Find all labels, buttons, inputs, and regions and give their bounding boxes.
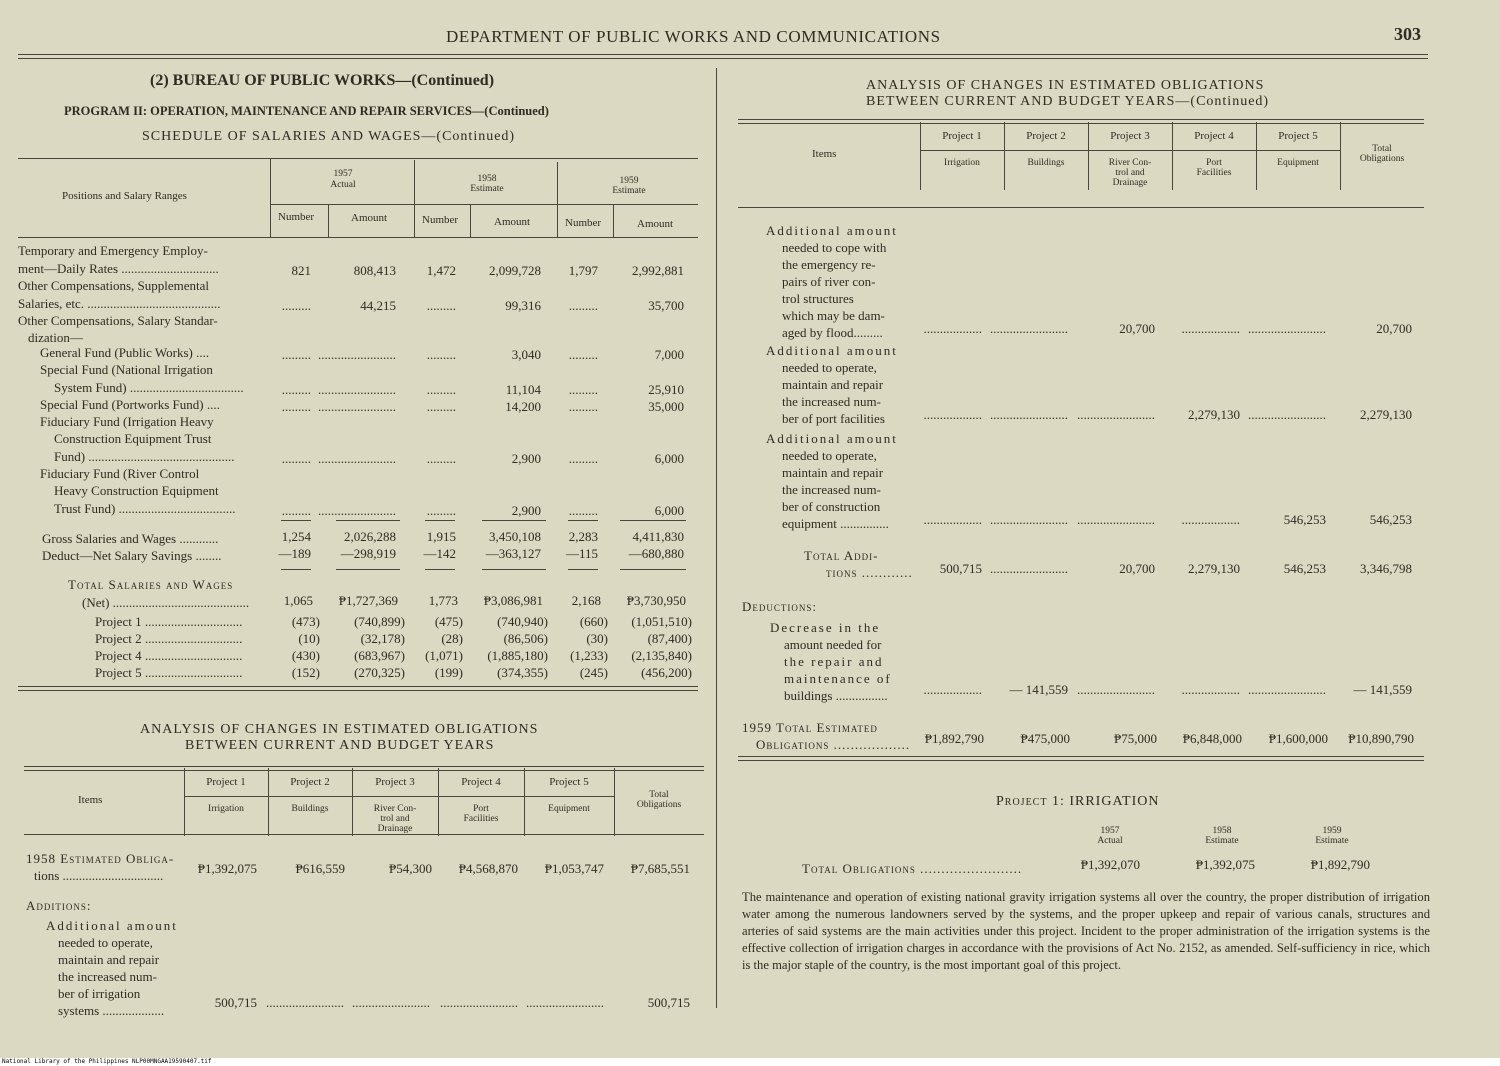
sched-row-label: dization—: [28, 330, 83, 345]
sched-total-1-col3: —142: [423, 546, 456, 561]
sched-row-6-col3: .........: [426, 347, 456, 362]
analysis-vrule: [438, 768, 439, 836]
project-row-2-col5: (1,233): [570, 648, 608, 663]
deduction-col2: — 141,559: [1009, 682, 1068, 697]
sched-total-1-col1: —189: [278, 546, 311, 561]
total-obligations-label: Total Obligations ........................: [802, 861, 1023, 876]
total-net-label-2: (Net) ..........................................: [82, 595, 250, 610]
sched-row-8-col3: .........: [426, 382, 456, 397]
right-add-2-col4: ..................: [1181, 512, 1240, 527]
sched-row-15-col1: .........: [281, 503, 311, 518]
right-analysis-title-1: ANALYSIS OF CHANGES IN ESTIMATED OBLIGATIONS: [866, 78, 1265, 93]
col-p4-sub: Port Facilities: [463, 804, 499, 824]
col-p3: Project 3: [375, 776, 415, 788]
sched-row-9-col3: .........: [426, 399, 456, 414]
sched-total-0-col2: 2,026,288: [344, 529, 396, 544]
project-row-2-col1: (430): [291, 648, 320, 663]
sched-row-3-col2: 44,215: [360, 298, 396, 313]
right-add-0-col2: ........................: [990, 321, 1068, 336]
project-row-2-col2: (683,967): [354, 648, 405, 663]
col-p4: Project 4: [461, 776, 501, 788]
sched-vrule: [613, 205, 614, 238]
p1-col-year: 1959: [1322, 826, 1342, 836]
right-add-line: the increased num-: [782, 394, 881, 409]
left-add-line: ber of irrigation: [58, 986, 141, 1001]
deduction-line: the repair and: [784, 654, 884, 669]
est1959-col6: ₱10,890,790: [1348, 731, 1414, 746]
left-add-col3: ........................: [352, 995, 430, 1010]
left-add-col1: 500,715: [214, 995, 257, 1010]
project-row-1-col4: (86,506): [503, 631, 548, 646]
sched-row-label: Fiduciary Fund (Irrigation Heavy: [40, 414, 214, 429]
sum-rule: [336, 520, 400, 521]
project-row-3-col4: (374,355): [497, 665, 548, 680]
est1959-col4: ₱6,848,000: [1182, 731, 1242, 746]
project-row-3-col1: (152): [291, 665, 320, 680]
page-number: 303: [1394, 24, 1421, 44]
sched-row-label: Temporary and Emergency Employ-: [18, 243, 208, 258]
right-add-2-col1: ..................: [923, 512, 982, 527]
left-analysis-top-rule: [24, 766, 704, 771]
col-1958-year: 1958: [477, 174, 497, 184]
project-row-2-col6: (2,135,840): [631, 648, 692, 663]
header-rule: [18, 54, 1428, 59]
sum-rule: [568, 520, 598, 521]
project-row-3-col2: (270,325): [354, 665, 405, 680]
left-add-col5: ........................: [526, 995, 604, 1010]
deduction-col5: ........................: [1248, 682, 1326, 697]
right-add-0-col5: ........................: [1248, 321, 1326, 336]
est1958-col6: ₱7,685,551: [630, 861, 690, 876]
sched-row-15-col5: .........: [568, 503, 598, 518]
right-add-line: needed to cope with: [782, 240, 887, 255]
project-row-0-col2: (740,899): [354, 614, 405, 629]
est1958-label-2: tions ...............................: [34, 868, 164, 883]
est1959-label-1: 1959 Total Estimated: [742, 720, 878, 735]
deduction-col6: — 141,559: [1353, 682, 1412, 697]
col-items: Items: [812, 148, 837, 160]
sched-vrule: [328, 205, 329, 238]
col-p1: Project 1: [942, 130, 982, 142]
sched-row-3-col6: 35,700: [648, 298, 684, 313]
sum-rule: [336, 569, 400, 570]
project-row-0-col6: (1,051,510): [631, 614, 692, 629]
sched-total-0-col5: 2,283: [568, 529, 598, 544]
col-p2-sub: Buildings: [291, 804, 329, 814]
sched-row-6-col1: .........: [281, 347, 311, 362]
sched-row-12-col2: ........................: [318, 451, 396, 466]
sched-row-1-col1: 821: [291, 263, 311, 278]
project1-title: Project 1: IRRIGATION: [996, 794, 1160, 809]
total-additions-label-1: Total Addi-: [804, 548, 879, 563]
sched-row-9-col5: .........: [568, 399, 598, 414]
sched-row-label: ment—Daily Rates ..............................: [18, 261, 219, 276]
total-net-col2: ₱1,727,369: [338, 593, 398, 608]
sched-total-1-col4: —363,127: [485, 546, 541, 561]
est1958-col5: ₱1,053,747: [544, 861, 604, 876]
sum-rule: [620, 520, 686, 521]
sched-row-12-col3: .........: [426, 451, 456, 466]
right-analysis-top-rule: [738, 119, 1424, 124]
est1959-col5: ₱1,600,000: [1268, 731, 1328, 746]
sched-sub-rule: [270, 204, 698, 205]
col-number-1959: Number: [565, 217, 602, 229]
est1959-col2: ₱475,000: [1020, 731, 1070, 746]
sched-total-1-col5: —115: [565, 546, 598, 561]
sum-rule: [620, 569, 686, 570]
project-row-0-col3: (475): [434, 614, 463, 629]
col-p5: Project 5: [549, 776, 589, 788]
project-row-0-col5: (660): [579, 614, 608, 629]
col-total: Total Obligations: [1359, 144, 1405, 164]
additions-label: Additions:: [26, 898, 92, 913]
analysis-vrule: [184, 768, 185, 836]
col-1957-label: Actual: [330, 180, 356, 190]
sched-row-9-col1: .........: [281, 399, 311, 414]
right-add-line: needed to operate,: [782, 448, 877, 463]
col-p1-sub: Irrigation: [208, 804, 244, 814]
est1959-col1: ₱1,892,790: [924, 731, 984, 746]
right-add-0-col1: ..................: [923, 321, 982, 336]
sched-row-8-col2: ........................: [318, 382, 396, 397]
total-add-col3: 20,700: [1119, 561, 1155, 576]
right-add-line: pairs of river con-: [782, 274, 876, 289]
est1959-col3: ₱75,000: [1114, 731, 1157, 746]
analysis-vrule: [268, 768, 269, 836]
project-row-1-col2: (32,178): [360, 631, 405, 646]
sched-vrule: [414, 160, 415, 238]
sum-rule: [425, 520, 455, 521]
right-add-line: the increased num-: [782, 482, 881, 497]
right-add-2-col5: 546,253: [1283, 512, 1326, 527]
right-add-2-col3: ........................: [1077, 512, 1155, 527]
sched-row-label: Other Compensations, Supplemental: [18, 278, 210, 293]
col-p2: Project 2: [290, 776, 330, 788]
sched-top-rule: [18, 158, 698, 159]
total-obligations-col1: ₱1,392,070: [1080, 857, 1140, 872]
right-analysis-head-bottom: [738, 207, 1424, 208]
left-add-col4: ........................: [440, 995, 518, 1010]
sched-header-bottom-rule: [18, 237, 698, 238]
col-p5-sub: Equipment: [548, 804, 590, 814]
project-row-label: Project 5 ..............................: [95, 665, 243, 680]
analysis-vrule: [1172, 122, 1173, 190]
sched-row-15-col4: 2,900: [511, 503, 541, 518]
right-add-2-col2: ........................: [990, 512, 1068, 527]
col-amount-1958: Amount: [494, 216, 531, 228]
col-p3-sub: River Con- trol and Drainage: [1108, 158, 1152, 188]
col-p1: Project 1: [206, 776, 246, 788]
p1-col-label: Estimate: [1205, 836, 1239, 846]
col-amount-1957: Amount: [351, 212, 388, 224]
program-title: PROGRAM II: OPERATION, MAINTENANCE AND REPAIR SERVICES—(Continued): [64, 104, 549, 118]
p1-col-year: 1958: [1212, 826, 1232, 836]
project-row-0-col4: (740,940): [497, 614, 548, 629]
analysis-vrule: [1256, 122, 1257, 190]
project-row-1-col1: (10): [298, 631, 320, 646]
deduction-line: amount needed for: [784, 637, 882, 652]
project-row-2-col4: (1,885,180): [487, 648, 548, 663]
col-p3-sub: River Con- trol and Drainage: [373, 804, 417, 834]
project-row-3-col5: (245): [579, 665, 608, 680]
project-row-label: Project 1 ..............................: [95, 614, 243, 629]
col-positions: Positions and Salary Ranges: [62, 190, 187, 202]
deduction-line: Decrease in the: [770, 620, 881, 635]
right-add-1-col5: ........................: [1248, 407, 1326, 422]
left-analysis-title-1: ANALYSIS OF CHANGES IN ESTIMATED OBLIGATIONS: [140, 722, 539, 737]
project-row-1-col6: (87,400): [647, 631, 692, 646]
sched-vrule: [270, 158, 271, 238]
sum-rule: [425, 569, 455, 570]
project-row-label: Project 4 ..............................: [95, 648, 243, 663]
right-add-line: aged by flood.........: [782, 325, 883, 340]
total-add-col5: 546,253: [1283, 561, 1326, 576]
sched-row-12-col6: 6,000: [654, 451, 684, 466]
sched-row-15-col2: ........................: [318, 503, 396, 518]
right-add-line: Additional amount: [766, 223, 898, 238]
sched-row-label: Fund) .............................................: [54, 449, 235, 464]
total-add-col1: 500,715: [939, 561, 982, 576]
total-net-col5: 2,168: [571, 593, 601, 608]
sched-row-15-col6: 6,000: [654, 503, 684, 518]
right-analysis-title-2: BETWEEN CURRENT AND BUDGET YEARS—(Continued): [866, 94, 1270, 109]
project-row-0-col1: (473): [291, 614, 320, 629]
footer-text: National Library of the Philippines NLP00MNGAA19590407.tif: [2, 1058, 212, 1065]
sched-row-3-col4: 99,316: [505, 298, 541, 313]
right-add-line: Additional amount: [766, 343, 898, 358]
sched-row-6-col2: ........................: [318, 347, 396, 362]
sched-vrule: [470, 205, 471, 238]
sum-rule: [568, 569, 598, 570]
total-net-col4: ₱3,086,981: [483, 593, 543, 608]
analysis-vrule: [352, 768, 353, 836]
right-add-1-col1: ..................: [923, 407, 982, 422]
col-p1-sub: Irrigation: [944, 158, 980, 168]
sched-row-1-col6: 2,992,881: [632, 263, 684, 278]
total-obligations-col2: ₱1,392,075: [1195, 857, 1255, 872]
right-add-line: equipment ...............: [782, 516, 889, 531]
project1-description: The maintenance and operation of existing national gravity irrigation systems all over the country, the proper distribution of irrigation water among the numerous landowners served by the systems, and the proper upkeep and repair of various canals, structures and arteries of said systems are the main activities under this project. Incident to the proper administration of the irrigation systems is the effective collection of irrigation charges in accordance with the provisions of Act No. 2152, as amended. Self-sufficiency in rice, which is the major staple of the country, is the most important goal of this project.: [742, 890, 1430, 972]
left-analysis-title-2: BETWEEN CURRENT AND BUDGET YEARS: [185, 738, 495, 753]
sched-row-3-col3: .........: [426, 298, 456, 313]
sched-row-8-col5: .........: [568, 382, 598, 397]
right-add-0-col3: 20,700: [1119, 321, 1155, 336]
left-add-col2: ........................: [266, 995, 344, 1010]
right-add-0-col4: ..................: [1181, 321, 1240, 336]
total-net-label-1: Total Salaries and Wages: [68, 577, 234, 592]
total-add-col2: ........................: [990, 561, 1068, 576]
sched-row-9-col4: 14,200: [505, 399, 541, 414]
sched-row-8-col4: 11,104: [505, 382, 541, 397]
sched-row-label: Salaries, etc. .........................................: [18, 296, 221, 311]
deduction-line: maintenance of: [784, 671, 892, 686]
analysis-sub-rule: [184, 796, 614, 797]
sched-row-label: Heavy Construction Equipment: [54, 483, 219, 498]
sched-row-label: Special Fund (Portworks Fund) ....: [40, 397, 220, 412]
right-add-line: ber of construction: [782, 499, 881, 514]
sched-row-1-col3: 1,472: [426, 263, 456, 278]
analysis-vrule: [524, 768, 525, 836]
total-net-col6: ₱3,730,950: [626, 593, 686, 608]
total-net-col3: 1,773: [428, 593, 458, 608]
right-add-line: Additional amount: [766, 431, 898, 446]
sched-bottom-rule: [18, 686, 698, 691]
sum-rule: [482, 520, 546, 521]
est1959-label-2: Obligations ..................: [756, 737, 911, 752]
col-p2: Project 2: [1026, 130, 1066, 142]
col-p4-sub: Port Facilities: [1196, 158, 1232, 178]
total-additions-label-2: tions ............: [826, 565, 913, 580]
sched-row-label: Construction Equipment Trust: [54, 431, 212, 446]
col-number-1958: Number: [422, 214, 459, 226]
col-amount-1959: Amount: [637, 218, 674, 230]
col-1959-label: Estimate: [612, 186, 646, 196]
col-p4: Project 4: [1194, 130, 1234, 142]
sum-rule: [482, 569, 546, 570]
sched-row-label: System Fund) ...................................: [54, 380, 244, 395]
col-1957-year: 1957: [333, 169, 353, 179]
sched-total-0-col6: 4,411,830: [632, 529, 684, 544]
sched-row-8-col6: 25,910: [648, 382, 684, 397]
analysis-sub-rule: [920, 150, 1340, 151]
sched-row-1-col5: 1,797: [568, 263, 598, 278]
left-add-col6: 500,715: [647, 995, 690, 1010]
analysis-vrule: [1088, 122, 1089, 190]
right-add-0-col6: 20,700: [1376, 321, 1412, 336]
right-add-1-col6: 2,279,130: [1360, 407, 1412, 422]
project-row-label: Project 2 ..............................: [95, 631, 243, 646]
analysis-vrule: [920, 122, 921, 190]
p1-col-year: 1957: [1100, 826, 1120, 836]
sched-total-0-col1: 1,254: [281, 529, 311, 544]
total-add-col6: 3,346,798: [1360, 561, 1412, 576]
p1-col-label: Estimate: [1315, 836, 1349, 846]
scan-footer: [0, 1058, 1500, 1066]
sched-total-1-col2: —298,919: [340, 546, 396, 561]
sched-row-label: Fiduciary Fund (River Control: [40, 466, 200, 481]
sched-vrule: [557, 162, 558, 238]
sched-row-12-col5: .........: [568, 451, 598, 466]
left-analysis-head-bottom: [24, 834, 704, 835]
right-add-line: which may be dam-: [782, 308, 885, 323]
right-add-2-col6: 546,253: [1369, 512, 1412, 527]
p1-col-label: Actual: [1097, 836, 1123, 846]
sched-row-12-col4: 2,900: [511, 451, 541, 466]
col-number-1957: Number: [278, 211, 315, 223]
deduction-col4: ..................: [1181, 682, 1240, 697]
col-total: Total Obligations: [636, 790, 682, 810]
sched-row-6-col5: .........: [568, 347, 598, 362]
left-add-line: the increased num-: [58, 969, 157, 984]
col-p5-sub: Equipment: [1277, 158, 1319, 168]
right-add-line: maintain and repair: [782, 465, 884, 480]
left-add-line: Additional amount: [46, 918, 178, 933]
est1958-col4: ₱4,568,870: [458, 861, 518, 876]
sched-row-6-col4: 3,040: [511, 347, 541, 362]
schedule-title: SCHEDULE OF SALARIES AND WAGES—(Continued): [142, 129, 516, 144]
sched-row-label: Special Fund (National Irrigation: [40, 362, 213, 377]
est1958-col2: ₱616,559: [295, 861, 345, 876]
sched-total-1-col6: —680,880: [628, 546, 684, 561]
right-add-line: maintain and repair: [782, 377, 884, 392]
project-row-1-col3: (28): [441, 631, 463, 646]
right-add-line: trol structures: [782, 291, 854, 306]
left-add-line: needed to operate,: [58, 935, 153, 950]
sum-rule: [281, 520, 311, 521]
right-add-1-col4: 2,279,130: [1188, 407, 1240, 422]
deduction-col1: ..................: [923, 682, 982, 697]
analysis-vrule: [1004, 122, 1005, 190]
sum-rule: [281, 569, 311, 570]
right-add-line: ber of port facilities: [782, 411, 885, 426]
est1958-col1: ₱1,392,075: [197, 861, 257, 876]
left-add-line: systems ...................: [58, 1003, 165, 1018]
deduction-line: buildings ................: [784, 688, 888, 703]
col-p3: Project 3: [1110, 130, 1150, 142]
sched-row-9-col6: 35,000: [648, 399, 684, 414]
project-row-2-col3: (1,071): [425, 648, 463, 663]
bureau-title: (2) BUREAU OF PUBLIC WORKS—(Continued): [150, 72, 495, 89]
sched-total-0-col3: 1,915: [426, 529, 456, 544]
col-1958-label: Estimate: [470, 184, 504, 194]
sched-row-9-col2: ........................: [318, 399, 396, 414]
project-row-3-col6: (456,200): [641, 665, 692, 680]
right-analysis-bottom-rule: [738, 756, 1424, 761]
sched-row-12-col1: .........: [281, 451, 311, 466]
sched-row-1-col4: 2,099,728: [489, 263, 541, 278]
sched-row-3-col1: .........: [281, 298, 311, 313]
right-add-line: needed to operate,: [782, 360, 877, 375]
sched-row-label: General Fund (Public Works) ....: [40, 345, 210, 360]
col-p2-sub: Buildings: [1027, 158, 1065, 168]
sched-row-15-col3: .........: [426, 503, 456, 518]
est1958-label-1: 1958 Estimated Obliga-: [26, 851, 175, 866]
total-add-col4: 2,279,130: [1188, 561, 1240, 576]
total-obligations-col3: ₱1,892,790: [1310, 857, 1370, 872]
sched-row-1-col2: 808,413: [353, 263, 396, 278]
column-divider: [716, 68, 717, 1008]
col-p5: Project 5: [1278, 130, 1318, 142]
sched-row-label: Other Compensations, Salary Standar-: [18, 313, 218, 328]
department-title: DEPARTMENT OF PUBLIC WORKS AND COMMUNICATIONS: [446, 27, 941, 46]
deductions-label: Deductions:: [742, 599, 817, 614]
right-add-line: the emergency re-: [782, 257, 876, 272]
deduction-col3: ........................: [1077, 682, 1155, 697]
sched-row-6-col6: 7,000: [654, 347, 684, 362]
sched-total-0-col4: 3,450,108: [489, 529, 541, 544]
total-net-col1: 1,065: [283, 593, 313, 608]
left-add-line: maintain and repair: [58, 952, 160, 967]
sched-row-3-col5: .........: [568, 298, 598, 313]
col-1959-year: 1959: [619, 176, 639, 186]
est1958-col3: ₱54,300: [389, 861, 432, 876]
right-add-1-col2: ........................: [990, 407, 1068, 422]
col-items: Items: [78, 794, 103, 806]
sched-total-label: Gross Salaries and Wages ............: [42, 531, 219, 546]
right-add-1-col3: ........................: [1077, 407, 1155, 422]
sched-row-8-col1: .........: [281, 382, 311, 397]
project-row-1-col5: (30): [586, 631, 608, 646]
sched-row-label: Trust Fund) ....................................: [54, 501, 236, 516]
project-row-3-col3: (199): [434, 665, 463, 680]
sched-total-label: Deduct—Net Salary Savings ........: [42, 548, 222, 563]
